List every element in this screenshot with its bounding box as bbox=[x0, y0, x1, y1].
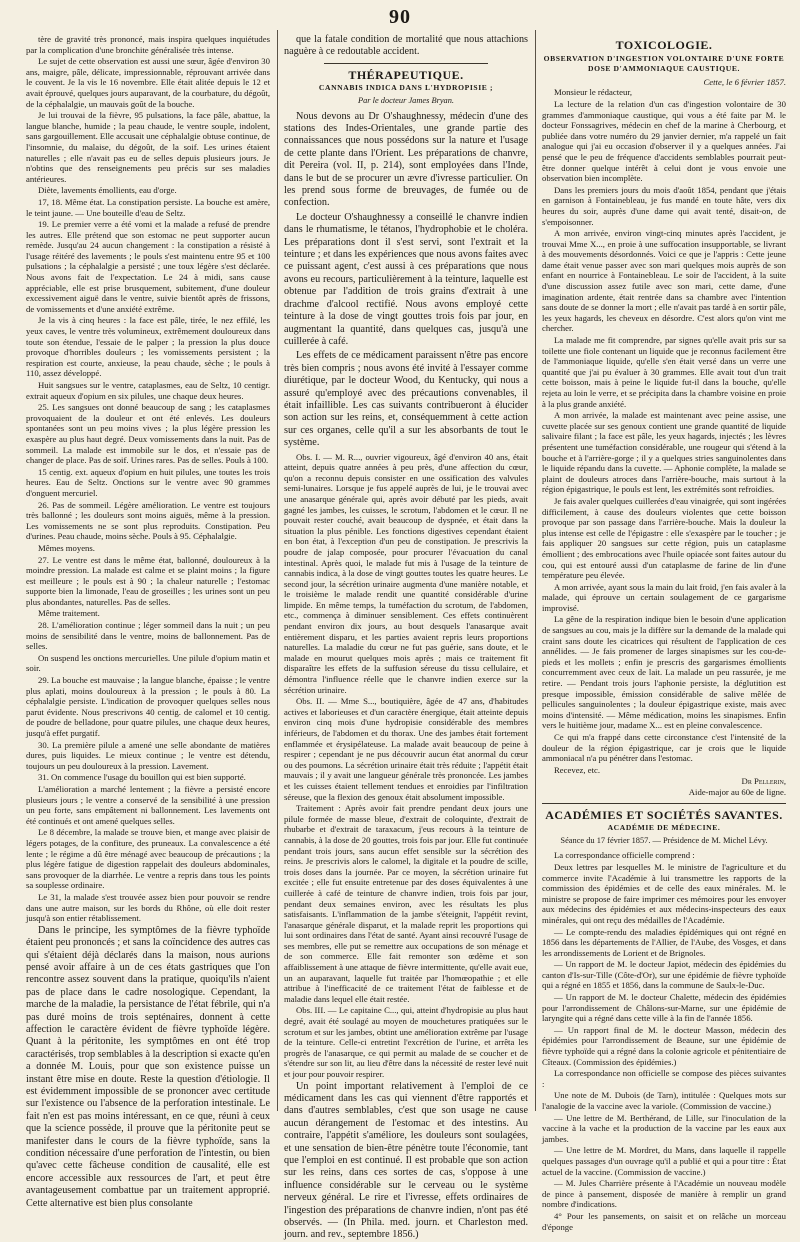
section-divider-2 bbox=[542, 803, 786, 804]
paragraph: Je la vis à cinq heures : la face est pâle, tirée, le nez effilé, les yeux caves, le ventre très volumineux, extrêmement douloureux dans toute son étendue, l'essaie de le palper ; la pression la plus douce provoque d'horribles douleurs ; les vomissements persistent ; la respiration est courte, anxieuse, la peau chaude, sèche ; le pouls à 110, assez développé. bbox=[26, 315, 270, 379]
column-3-letter bbox=[542, 99, 786, 764]
paragraph: Une note de M. Dubois (de Tarn), intitulée : Quelques mots sur l'analogie de la vaccine avec la variole. (Commission de vaccine.) bbox=[542, 1090, 786, 1111]
article-byline: Par le docteur James Bryan. bbox=[357, 96, 455, 105]
paragraph: 27. Le ventre est dans le même état, ballonné, douloureux à la moindre pression. La malade est calme et se plaint moins ; la figure est meilleure ; le pouls est à 90 ; la chaleur naturelle ; l'estomac supporte bien la limonade, l'eau de groseilles ; les urines sont un peu plus abondantes, naturelles. Pas de selles. bbox=[26, 554, 270, 607]
paragraph: 31. On commence l'usage du bouillon qui est bien supporté. bbox=[38, 772, 246, 783]
paragraph: 29. La bouche est mauvaise ; la langue blanche, épaisse ; le ventre plus aplati, moins douloureux à la pression ; le pouls à 80. La céphalalgie persiste. L'indication de provoquer quelques selles nous parut évidente. Nous prescrivons 40 centig. de calomel et 10 centig. de poudre de belladone, pour quatre pilules, une chaque deux heures, jusqu'à effet purgatif. bbox=[26, 675, 270, 738]
paragraph: 25. Les sangsues ont donné beaucoup de sang ; les cataplasmes provoquaient de la douleur et ont été enlevés. Les douleurs spontanées sont un peu moins vives ; la plus légère pression les exaspère au plus haut degré. Deux vomissements dans la nuit. Pas de sommeil. La malade est immobile sur le dos, et n'essaie pas de changer de place. Pas de soif. Urines rares. Pas de selles. Pouls à 100. bbox=[26, 402, 270, 466]
section-title-therapeutique: THÉRAPEUTIQUE. bbox=[348, 67, 464, 82]
section-title-academies: ACADÉMIES ET SOCIÉTÉS SAVANTES. bbox=[545, 807, 783, 822]
dateline: Cette, le 6 février 1857. bbox=[703, 76, 786, 87]
paragraph: L'amélioration a marché lentement ; la fièvre a persisté encore plusieurs jours ; le ventre a conservé de la sensibilité à une pression un peu forte, sans empâtement ni ballonnement. Les lavements ont été continués et ont amené quelques selles. bbox=[26, 783, 270, 826]
paragraph: Mêmes moyens. bbox=[38, 542, 95, 553]
paragraph: Dans les premiers jours du mois d'août 1854, pendant que j'étais en garnison à Fontainebleau, je fus mandé en toute hâte, vers dix heures du soir, auprès d'une dame qui avait tenté, disait-on, de s'empoisonner. bbox=[542, 184, 786, 227]
paragraph: Obs. III. — Le capitaine C..., qui, atteint d'hydropisie au plus haut degré, avait été soulagé au moyen de mouchetures pratiquées sur le scrotum et sur les jambes, obtint une amélioration extrême par l'usage de la teinture. Celle-ci entretint l'excrétion de l'urine, et arrêta les progrès de l'anasarque, ce qui permit au malade de se coucher et de s'étendre sur son lit, au lieu d'être dans la nécessité de rester levé nuit et jour pour pouvoir respirer. bbox=[284, 1005, 528, 1079]
paragraph: — M. Jules Charrière présente à l'Académie un nouveau modèle de pince à pansement, disposée de manière à remplir un grand nombre d'indications. bbox=[542, 1178, 786, 1210]
article-title-ammoniaque: OBSERVATION D'INGESTION VOLONTAIRE D'UNE FORTE DOSE D'AMMONIAQUE CAUSTIQUE. bbox=[543, 53, 785, 74]
paragraph: — Un rapport final de M. le docteur Masson, médecin des épidémies pour l'arrondissement de Beaune, sur une épidémie de fièvre typhoïde qui a régné dans la colonie agricole et pénitentiaire de Cîteaux. (Commission des épidémies.) bbox=[542, 1024, 786, 1067]
column-1 bbox=[26, 34, 270, 1209]
paragraph: Ce qui m'a frappé dans cette circonstance c'est l'intensité de la douleur de la région épigastrique, car je crois que le liquide ammoniacal n'a pu pénétrer dans l'estomac. bbox=[542, 732, 786, 764]
paragraph: Nous devons au Dr O'shaughnessy, médecin d'une des stations des Indes-Orientales, une grande partie des connaissances que nous possédons sur la nature et l'usage de cette plante dans l'Orient. Les préparations de chanvre, dit Pereira (vol. II, p. 214), sont employées dans l'Inde, dans le but de se procurer un ævre d'ivresse particulier. On les prend sous forme de breuvages, de fumée ou de confection. bbox=[284, 110, 528, 209]
paragraph: Le 31, la malade s'est trouvée assez bien pour pouvoir se rendre dans une autre maison, sur les bords du Rhône, où elle doit rester jusqu'à son entier rétablissement. bbox=[26, 891, 270, 924]
paragraph: 4° Pour les pansements, on saisit et on relâche un morceau d'éponge bbox=[542, 1210, 786, 1232]
paragraph: Diète, lavements émollients, eau d'orge. bbox=[38, 185, 177, 196]
section-divider bbox=[324, 63, 488, 64]
paragraph: Obs. II. — Mme S..., boutiquière, âgée de 47 ans, d'habitudes actives et laborieuses et d'un caractère énergique, était atteinte depuis environ cinq mois d'une hydropisie considérable des membres inférieurs, de l'abdomen et du thorax. Une des jambes était fortement enflammée et érysipélateuse. La malade avait beaucoup de peine à respirer ; cependant je ne pus découvrir aucun état anormal du cœur ou des poumons. La sécrétion urinaire était très réduite ; l'appétit était mauvais ; il y avait une langueur générale très prononcée. Les jambes et les cuisses étaient tellement tendues et enroidies par l'infiltration séreuse, que la flexion des genoux était absolument impossible. bbox=[284, 696, 528, 802]
paragraph: On suspend les onctions mercurielles. Une pilule d'opium matin et soir. bbox=[26, 652, 270, 674]
paragraph: 26. Pas de sommeil. Légère amélioration. Le ventre est toujours très ballonné ; les douleurs sont moins aiguës, même à la pression. Les vomissements ne se sont plus reproduits. Constipation. Peu d'urines. Peau chaude, moins sèche. Pouls à 95. Céphalalgie. bbox=[26, 499, 270, 542]
paragraph: 30. La première pilule a amené une selle abondante de matières dures, puis liquides. Le mieux continue ; le ventre est détendu, toujours un peu douloureux à la pression. Lavement. bbox=[26, 739, 270, 771]
column-2 bbox=[284, 34, 528, 1241]
paragraph: Je lui trouvai de la fièvre, 95 pulsations, la face pâle, abattue, la langue blanche, humide ; la peau chaude, le ventre souple, indolent, sans gargouillement. Elle accusait une céphalalgie obtuse continue, de l'insomnie, du malaise, du dégoût, de la soif. Les urines étaient naturelles ; elle n'avait pas eu de selles depuis plusieurs jours. Je n'obtins que des renseignements peu précis sur ses maladies antérieures. bbox=[26, 110, 270, 184]
paragraph: Même traitement. bbox=[38, 608, 100, 619]
paragraph: Le docteur O'shaughnessy a conseillé le chanvre indien dans le rhumatisme, le tétanos, l'hydrophobie et le choléra. Les préparations dont il s'est servi, sont l'extrait et la teinture ; et dans les expériences que nous avons faites avec ce puissant agent, c'est aussi à ces préparations que nous avons eu recours, particulièrement à la teinture, laquelle est obtenue par l'addition de trois grains d'extrait à une drachme d'alcool rectifié. Nous avons employé cette teinture à la dose de vingt gouttes trois fois par jour, en augmentant la quantité, dans quelques cas, jusqu'à une cuillerée à café. bbox=[284, 211, 528, 347]
signature-name: Dr Pellerin, bbox=[741, 776, 786, 787]
paragraph: 17, 18. Même état. La constipation persiste. La bouche est amère, le teint jaune. — Une bouteille d'eau de Seltz. bbox=[26, 196, 270, 218]
column-1-discussion bbox=[26, 925, 270, 1210]
article-title-cannabis: CANNABIS INDICA DANS L'HYDROPISIE ; bbox=[318, 83, 494, 93]
session-line: Séance du 17 février 1857. — Présidence de M. Michel Lévy. bbox=[560, 835, 768, 845]
paragraph: Je fais avaler quelques cuillerées d'eau vinaigrée, qui sont ingérées difficilement, à cause des douleurs violentes que cette boisson provoque par son passage dans l'arrière-bouche. Mais la douleur la plus intense est celle de l'épigastre : elle s'exaspère par le toucher ; je fais appliquer 20 sangsues sur cette région, puis un cataplasme émollient ; des embrocations avec l'huile opiacée sont faites autour du cou, qui est entouré aussi d'un cataplasme de farine de lin d'une température peu élevée. bbox=[542, 495, 786, 581]
paragraph: Les effets de ce médicament paraissent n'être pas encore très bien compris ; nous avons été invité à l'essayer comme diurétique, par le docteur Wood, du Kentucky, qui nous a assuré qu'employé avec des précautions convenables, il était infaillible. Les cas suivants contribueront à élucider son action sur les reins, et, conséquemment à cette action sur ces organes, celle qu'il a sur les absorbants de tout le système. bbox=[284, 350, 528, 449]
column-1-body bbox=[26, 34, 270, 924]
academy-name: ACADÉMIE DE MÉDECINE. bbox=[607, 823, 721, 833]
paragraph: A mon arrivée, ayant sous la main du lait froid, j'en fais avaler à la malade, qui éprouve un certain soulagement de ce gargarisme improvisé. bbox=[542, 581, 786, 613]
column-2-observations bbox=[284, 452, 528, 1080]
column-2-intro bbox=[284, 34, 528, 59]
paragraph: Le 8 décembre, la malade se trouve bien, et mange avec plaisir de légers potages, de la confiture, des pruneaux. La convalescence a été lente ; le régime a dû être ménagé avec beaucoup de précautions ; la plus légère fatigue de digestion rappelait des douleurs abdominales, sans provoquer de la diarrhée. Le ventre a repris dans tous les points sa souplesse ordinaire. bbox=[26, 827, 270, 891]
paragraph: — Une lettre de M. Berthérand, de Lille, sur l'inoculation de la vaccine à la vache et la production de la vaccine par les eaux aux jambes. bbox=[542, 1112, 786, 1144]
paragraph: 15 centig. ext. aqueux d'opium en huit pilules, une toutes les trois heures. Eau de Seltz. Onctions sur le ventre avec 90 grammes d'onguent mercuriel. bbox=[26, 466, 270, 498]
column-2-lead bbox=[284, 111, 528, 450]
column-3 bbox=[542, 34, 786, 1232]
salutation: Monsieur le rédacteur, bbox=[554, 87, 633, 98]
paragraph: 28. L'amélioration continue ; léger sommeil dans la nuit ; un peu moins de sensibilité dans le ventre, moins de ballonnement. Pas de selles. bbox=[26, 620, 270, 652]
paragraph: — Le compte-rendu des maladies épidémiques qui ont régné en 1856 dans les départements de l'Allier, de l'Aube, des Vosges, et dans les arrondissements de Lorient et de Brignoles. bbox=[542, 926, 786, 958]
paragraph: — Une lettre de M. Mordret, du Mans, dans laquelle il rappelle quelques passages d'un ouvrage qu'il a publié et qui a pour titre : État actuel de la vaccine. (Commission de vaccine.) bbox=[542, 1145, 786, 1177]
signature-title: Aide-major au 60e de ligne. bbox=[688, 786, 786, 797]
paragraph: que la fatale condition de mortalité que nous attachions naguère à ce redoutable accident. bbox=[284, 34, 528, 58]
paragraph: La correspondance non officielle se compose des pièces suivantes : bbox=[542, 1068, 786, 1089]
paragraph: Un point important relativement à l'emploi de ce médicament dans les cas qui viennent d'être rapportés et dans d'autres semblables, c'est que son usage ne cause aucun dérangement de l'estomac et des intestins. Au contraire, l'appétit s'améliore, les douleurs sont soulagées, et une sensation de bien-être pénètre toute l'économie, tant que l'emploi en est continué. Il est probable que son action sur les reins, dans ces sortes de cas, s'oppose à une influence considérable sur le cerveau ou le système nerveux général. Le rire et l'ivresse, effets ordinaires de l'ingestion des préparations de chanvre indien, n'ont pas été observés. — (In Phila. med. journ. et Charleston med. journ. and rev., septembre 1856.) bbox=[284, 1080, 528, 1241]
section-title-toxicologie: TOXICOLOGIE. bbox=[615, 38, 713, 52]
column-rule-2 bbox=[535, 30, 536, 1111]
paragraph: Deux lettres par lesquelles M. le ministre de l'agriculture et du commerce invite l'Académie à lui transmettre les rapports de la commission des épidémies et de celle des eaux minérales. M. le ministre se propose de faire imprimer ces mémoires pour les envoyer aux médecins des épidémies et aux médecins-inspecteurs des eaux minérales, qui ont reçu des médailles de l'Académie. bbox=[542, 861, 786, 925]
paragraph: tère de gravité très prononcé, mais inspira quelques inquiétudes par la complication d'une bronchite généralisée très intense. bbox=[26, 34, 270, 55]
paragraph: Dans le principe, les symptômes de la fièvre typhoïde étaient peu prononcés ; et sans la coïncidence des autres cas qui s'étaient déjà déclarés dans la maison, nous aurions pensé avoir affaire à un de ces états gastriques que l'on rencontre assez souvent dans la pratique, quoiqu'ils n'aient pas de place dans le cadre nosologique. Cependant, la marche de la maladie, la persistance de l'état fébrile, qui n'a pas duré moins de trois septénaires, donnent à cette affection le caractère évident de fièvre typhoïde légère. Quant à la péritonite, les symptômes en ont été trop caractérisés, trop semblables à la description si exacte qu'en a donnée M. Louis, pour que son existence puisse un instant être mise en doute. Reste la question d'étiologie. Il est évidemment impossible de se prononcer avec certitude sur l'existence ou l'absence de la perforation intestinale. Le fait n'en est pas moins intéressant, en ce que, réuni à ceux que la science possède, il prouve que la péritonite peut se manifester dans le cours de la fièvre typhoïde, sans la condition nécessaire d'une perforation de l'intestin, ou bien qu'avec cette fâcheuse condition de causalité, elle est encore accessible aux ressources de l'art, et peut être avantageusement combattue par un traitement approprié. Cette alternative est bien plus consolante bbox=[26, 924, 270, 1209]
paragraph: A mon arrivée, environ vingt-cinq minutes après l'accident, je trouvai Mme X..., en proie à une suffocation insupportable, se livrant à des mouvements désordonnés. Voici ce que je l'appris : Cette jeune dame était venue passer avec son mari quelques mois auprès de son enfant en nourrice à Fontainebleau. Le soir de l'accident, à la suite d'une discussion assez futile avec son mari, cette dame, d'une imagination ardente, était rentrée dans sa chambre avec l'intention sans doute de se donner la mort ; elle n'avait pas tardé à en sortir pâle, les yeux hagards, les cheveux en désordre. C'est alors qu'on vint me chercher. bbox=[542, 228, 786, 334]
paragraph: La lecture de la relation d'un cas d'ingestion volontaire de 30 grammes d'ammoniaque caustique, qui vous a été faite par M. le docteur Fonssagrives, médecin en chef de la marine à Cherbourg, et publiée dans votre numéro du 29 janvier dernier, m'a rappelé un fait analogue qui j'ai eu occasion d'observer il y a quelques années. J'ai pensé que le peu de fréquence d'accidents semblables pourrait peut-être donner quelque intérêt à celui dont je vous envoie une observation bien incomplète. bbox=[542, 98, 786, 184]
paragraph: — Un rapport de M. le docteur Chalette, médecin des épidémies pour l'arrondissement de Châlons-sur-Marne, sur une épidémie de laryngite qui a régné dans cette ville à la fin de l'année 1856. bbox=[542, 992, 786, 1024]
paragraph: Obs. I. — M. R..., ouvrier vigoureux, âgé d'environ 40 ans, était atteint, depuis quatre années à peu près, d'une affection du cœur, qu'on a reconnu depuis consister en une ossification des valvules semi-lunaires. Lorsque je fus appelé auprès de lui, je le trouvai avec une anasarque générale qui, après avoir débuté par les pieds, avait gagné les jambes, les cuisses, le scrotum, l'abdomen et le cœur. Il ne pouvait rester couché, avait beaucoup de dyspnée, et était dans la situation la plus pénible. Les fonctions digestives cependant étaient en bon état, à l'exception d'un peu de constipation. Je prescrivis la poudre de jalap composée, pour procurer l'évacuation du canal intestinal. Après quoi, le malade fut mis à l'usage de la teinture de cannabis indica, à la dose de vingt gouttes toutes les quatre heures. Le second jour, la sécrétion urinaire augmenta d'une manière notable, et le troisième le malade rendit une quantité considérable d'urine limpide. En même temps, la tuméfaction du scrotum, de l'abdomen, etc., commença à diminuer sensiblement. Ces effets continuèrent pendant environ dix jours, au bout desquels l'anasarque avait entièrement disparu, et les parties avaient repris leurs proportions naturelles. La maladie du cœur ne fut pas guérie, sans doute, et le malade en mourut quelques mois après ; mais ce traitement fit disparaître les effets de la suffusion séreuse du tissu cellulaire, et démontra l'influence réelle que le chanvre indien exerce sur la sécrétion urinaire. bbox=[284, 451, 528, 695]
paragraph: Le sujet de cette observation est aussi une sœur, âgée d'environ 30 ans, maigre, pâle, délicate, impressionnable, réprouvant arrivée dans le couvent. Je la vis le 16 novembre. Elle était alitée depuis le 12 et avait éprouvé, quelques jours auparavant, de la courbature, du dégoût, de la céphalalgie, un mauvais goût de la bouche. bbox=[26, 56, 270, 109]
paragraph: La malade me fit comprendre, par signes qu'elle avait pris sur sa toilette une fiole contenant un liquide que je reconnus facilement être de l'ammoniaque liquide, qu'elle s'en était versé dans un verre une quantité que j'ai pu évaluer à 30 grammes. Elle avait tout d'un trait cette boisson, mais à peine le liquide fut-il dans la bouche, qu'elle rejeta au loin le verre, et se précipita dans la chambre voisine en proie à la plus grande anxiété. bbox=[542, 335, 786, 409]
column-2-conclusion bbox=[284, 1081, 528, 1242]
closing: Recevez, etc. bbox=[554, 764, 601, 775]
paragraph: Huit sangsues sur le ventre, cataplasmes, eau de Seltz, 10 centigr. extrait aqueux d'opium en six pilules, une chaque deux heures. bbox=[26, 380, 270, 401]
column-3-academy bbox=[542, 850, 786, 1232]
paragraph: — Un rapport de M. le docteur Japiot, médecin des épidémies du canton d'Is-sur-Tille (Côte-d'Or), sur une épidémie de fièvre typhoïde qui a régné en 1855 et 1856, dans la commune de Saulx-le-Duc. bbox=[542, 959, 786, 991]
paragraph: A mon arrivée, la malade est maintenant avec peine assise, une cuvette placée sur ses genoux contient une grande quantité de liquide salivaire filant ; la face est pâle, les yeux hagards, injectés ; les lèvres présentent une tuméfaction considérable, une rougeur qui s'étend à la bouche et à l'arrière-gorge ; il y a quelques stries sanguinolentes dans le liquide répandu dans la cuvette. — Aphonie complète, la malade se plaint de douleurs atroces dans l'arrière-bouche, mais surtout à la région épigastrique, le pouls est lent, les extrémités sont refroidies. bbox=[542, 410, 786, 495]
column-rule-1 bbox=[277, 30, 278, 1111]
paragraph: Traitement : Après avoir fait prendre pendant deux jours une pilule formée de masse bleue, d'extrait de coloquinte, d'extrait de rhubarbe et d'extrait de taraxacum, j'eus recours à la teinture de cannabis, à la dose de 20 gouttes, trois fois par jour. Elle fut continuée pendant trois jours, sans aucun effet sensible sur la sécrétion des reins. Je prescrivis alors le calomel, la digitale et la poudre de scille, trois doses dans la journée. Par ce moyen, la sécrétion urinaire fut excitée ; elle fut ensuite entretenue par des doses équivalentes à une cuillerée à café de teinture de chanvre indien, trois fois par jour, pendant deux semaines environ, avec les résultats les plus satisfaisants. L'inflammation de la jambe s'éteignit, l'appétit revint, l'anasarque générale disparut, et la malade reprit les proportions qui lui sont ordinaires dans l'état de santé. Ayant ainsi recouvré l'usage de ses membres, elle put se remettre aux occupations de son ménage et de son commerce. Elle fait remonter son œdème et son affaiblissement à une attaque de fièvre intermittente, qu'elle avait eue, un an auparavant, laquelle fut traitée par l'homœopathie ; et elle attribue à l'inefficacité de ce traitement l'état de faiblesse et de maladie dans lequel elle était restée. bbox=[284, 803, 528, 1004]
paragraph: La gêne de la respiration indique bien le besoin d'une application de sangsues au cou, mais je la diffère sur la demande de la malade qui craint sans doute les cicatrices qui résultent de l'application de ces annélides. — Je fais promener de larges sinapismes sur les cou-de-pieds et les mollets ; enfin je prescris des gargarismes émollients concurremment avec ceux de lait. La malade un peu rassurée, je me retire. — Pendant trois jours l'aphonie persiste, la déglutition est presque impossible, émission considérable de salive mêlée de pellicules sanguinolentes ; la douleur épigastrique existe, mais avec moins d'intensité. — Même médication, moins les sinapismes. Enfin vers le huitième jour, madame X... est en pleine convalescence. bbox=[542, 614, 786, 731]
page-number: 90 bbox=[389, 6, 411, 28]
paragraph: 19. Le premier verre a été vomi et la malade a refusé de prendre les autres. Elle prétend que son estomac ne peut supporter aucun remède. Jusqu'au 24 aucun changement : la constipation a résisté à l'usage réitéré des lavements ; le pouls s'est maintenu entre 95 et 100 pulsations ; la céphalalgie a persisté ; une toux légère s'est déclarée. Nous avons fait de l'expectation. Le 24 à midi, sans cause appréciable, elle est prise brusquement, subitement, d'une douleur excessivement aiguë dans le ventre, suivie bientôt après de frissons, de vomissements et d'une anxiété extrême. bbox=[26, 219, 270, 314]
paragraph: La correspondance officielle comprend : bbox=[554, 850, 695, 861]
